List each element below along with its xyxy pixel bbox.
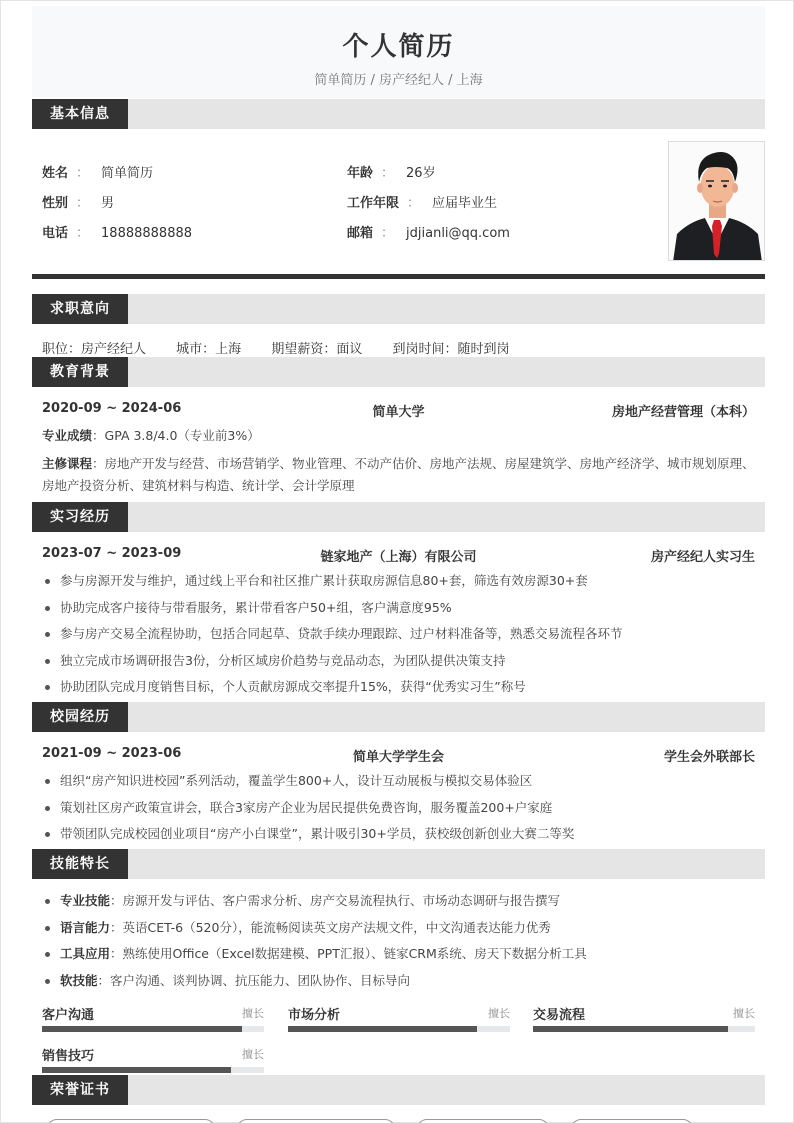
skill-level: 擅长 (242, 1007, 264, 1020)
section-title: 基本信息 (32, 99, 128, 129)
colon: ： (407, 196, 421, 211)
section-title: 求职意向 (32, 294, 128, 324)
skill-level: 擅长 (242, 1048, 264, 1061)
skill-detail: ：英语CET-6（520分），能流畅阅读英文房产法规文件，中文沟通表达能力优秀 (110, 919, 551, 935)
info-age (347, 162, 436, 181)
skill-name: 市场分析 (288, 1008, 341, 1023)
internship-company: 链家地产（上海）有限公司 (320, 550, 477, 565)
colon: ： (76, 196, 90, 211)
courses-label: 主修课程 (42, 456, 93, 471)
internship-period: 2023-07 ~ 2023-09 (42, 546, 182, 561)
info-value: 18888888888 (101, 226, 193, 241)
education-entry-header (42, 401, 755, 421)
certificate-badge (47, 1119, 215, 1123)
section-header-intent (32, 294, 765, 324)
skill-bar (533, 1004, 755, 1032)
list-item: 参与房源开发与维护，通过线上平台和社区推广累计获取房源信息80+套，筛选有效房源30+套 (42, 571, 755, 598)
campus-org: 简单大学学生会 (352, 750, 444, 765)
skill-name: 销售技巧 (42, 1049, 95, 1064)
internship-bullets (42, 571, 755, 704)
skill-bar (288, 1004, 510, 1032)
colon: ： (381, 226, 395, 241)
skill-bar (42, 1045, 264, 1073)
skill-category: 专业技能 (60, 893, 111, 908)
list-item: 带领团队完成校园创业项目“房产小白课堂”，累计吸引30+学员，获校级创新创业大赛二等奖 (42, 824, 755, 851)
skill-bar (42, 1004, 264, 1032)
info-name (42, 162, 153, 181)
info-label: 年龄 (347, 166, 374, 181)
list-item: 参与房产交易全流程协助，包括合同起草、贷款手续办理跟踪、过户材料准备等，熟悉交易流程各环节 (42, 624, 755, 651)
intent-availability: 到岗时间：随时到岗 (392, 342, 510, 357)
list-item: 组织“房产知识进校园”系列活动，覆盖学生800+人，设计互动展板与模拟交易体验区 (42, 771, 755, 798)
skill-category: 工具应用 (60, 946, 111, 961)
education-major: 房地产经营管理（本科） (611, 405, 755, 420)
skill-level: 擅长 (488, 1007, 510, 1020)
colon: ： (76, 166, 90, 181)
list-item: 协助完成客户接待与带看服务，累计带看客户50+组，客户满意度95% (42, 598, 755, 625)
campus-period: 2021-09 ~ 2023-06 (42, 746, 182, 761)
intent-position: 职位：房产经纪人 (42, 342, 147, 357)
skill-track (533, 1026, 755, 1032)
profile-photo (668, 141, 765, 261)
skill-name: 交易流程 (533, 1008, 586, 1023)
info-value: 26岁 (406, 166, 436, 181)
intent-city: 城市：上海 (176, 342, 242, 357)
job-intent-row (42, 338, 535, 357)
info-label: 姓名 (42, 166, 69, 181)
page-title: 个人简历 (342, 32, 455, 62)
skill-category: 语言能力 (60, 919, 111, 935)
gpa-value: ：GPA 3.8/4.0（专业前3%） (92, 428, 260, 443)
section-header-internship (32, 502, 765, 532)
internship-entry-header (42, 546, 755, 566)
section-title: 教育背景 (32, 357, 128, 387)
campus-entry-header (42, 746, 755, 766)
list-item (42, 944, 755, 971)
section-header-skills (32, 849, 765, 879)
certificate-badge (417, 1119, 549, 1123)
education-period: 2020-09 ~ 2024-06 (42, 401, 182, 416)
skill-detail: ：熟练使用Office（Excel数据建模、PPT汇报）、链家CRM系统、房天下数据分析工具 (110, 946, 587, 961)
skill-track (288, 1026, 510, 1032)
section-title: 校园经历 (32, 702, 128, 732)
info-label: 性别 (42, 196, 69, 211)
certificate-badge (237, 1119, 395, 1123)
intent-salary: 期望薪资：面议 (271, 342, 363, 357)
info-value: jdjianli@qq.com (406, 226, 510, 241)
education-courses (42, 453, 755, 497)
page-subtitle: 简单简历 / 房产经纪人 / 上海 (314, 73, 483, 88)
list-item (42, 918, 755, 945)
section-divider (32, 274, 765, 279)
skill-level: 擅长 (733, 1007, 755, 1020)
list-item: 独立完成市场调研报告3份，分析区域房价趋势与竞品动态，为团队提供决策支持 (42, 651, 755, 678)
skill-track (42, 1026, 264, 1032)
section-header-campus (32, 702, 765, 732)
info-value: 简单简历 (101, 166, 154, 181)
list-item (42, 891, 755, 918)
list-item: 策划社区房产政策宣讲会，联合3家房产企业为居民提供免费咨询，服务覆盖200+户家庭 (42, 798, 755, 825)
info-label: 邮箱 (347, 226, 374, 241)
section-title: 技能特长 (32, 849, 128, 879)
skill-fill (288, 1026, 477, 1032)
education-gpa (42, 425, 755, 447)
list-item (42, 971, 755, 998)
skills-bullets (42, 891, 755, 997)
skill-fill (533, 1026, 728, 1032)
certificate-badge (571, 1119, 693, 1123)
skill-category: 软技能 (60, 972, 98, 988)
skill-detail: ：客户沟通、谈判协调、抗压能力、团队协作、目标导向 (97, 972, 411, 988)
education-school: 简单大学 (372, 405, 425, 420)
info-work-years (347, 192, 497, 211)
info-email (347, 222, 510, 241)
section-header-honors (32, 1075, 765, 1105)
skill-fill (42, 1067, 231, 1073)
skill-track (42, 1067, 264, 1073)
info-label: 工作年限 (347, 196, 400, 211)
gpa-label: 专业成绩 (42, 428, 93, 443)
section-title: 实习经历 (32, 502, 128, 532)
colon: ： (381, 166, 395, 181)
skill-name: 客户沟通 (42, 1008, 95, 1023)
skill-detail: ：房源开发与评估、客户需求分析、房产交易流程执行、市场动态调研与报告撰写 (110, 893, 561, 908)
avatar-illustration-icon (669, 142, 765, 261)
section-title: 荣誉证书 (32, 1075, 128, 1105)
campus-bullets (42, 771, 755, 851)
info-gender (42, 192, 114, 211)
info-phone (42, 222, 192, 241)
info-value: 应届毕业生 (432, 196, 498, 211)
section-header-basic (32, 99, 765, 129)
section-header-education (32, 357, 765, 387)
resume-header (32, 6, 765, 98)
skill-fill (42, 1026, 242, 1032)
internship-role: 房产经纪人实习生 (650, 550, 755, 565)
campus-role: 学生会外联部长 (663, 750, 755, 765)
info-label: 电话 (42, 226, 69, 241)
info-value: 男 (101, 196, 115, 211)
courses-value: ：房地产开发与经营、市场营销学、物业管理、不动产估价、房地产法规、房屋建筑学、房地产经济学、城市规划原理、房地产投资分析、建筑材料与构造、统计学、会计学原理 (42, 456, 755, 493)
colon: ： (76, 226, 90, 241)
list-item: 协助团队完成月度销售目标，个人贡献房源成交率提升15%，获得“优秀实习生”称号 (42, 677, 755, 704)
